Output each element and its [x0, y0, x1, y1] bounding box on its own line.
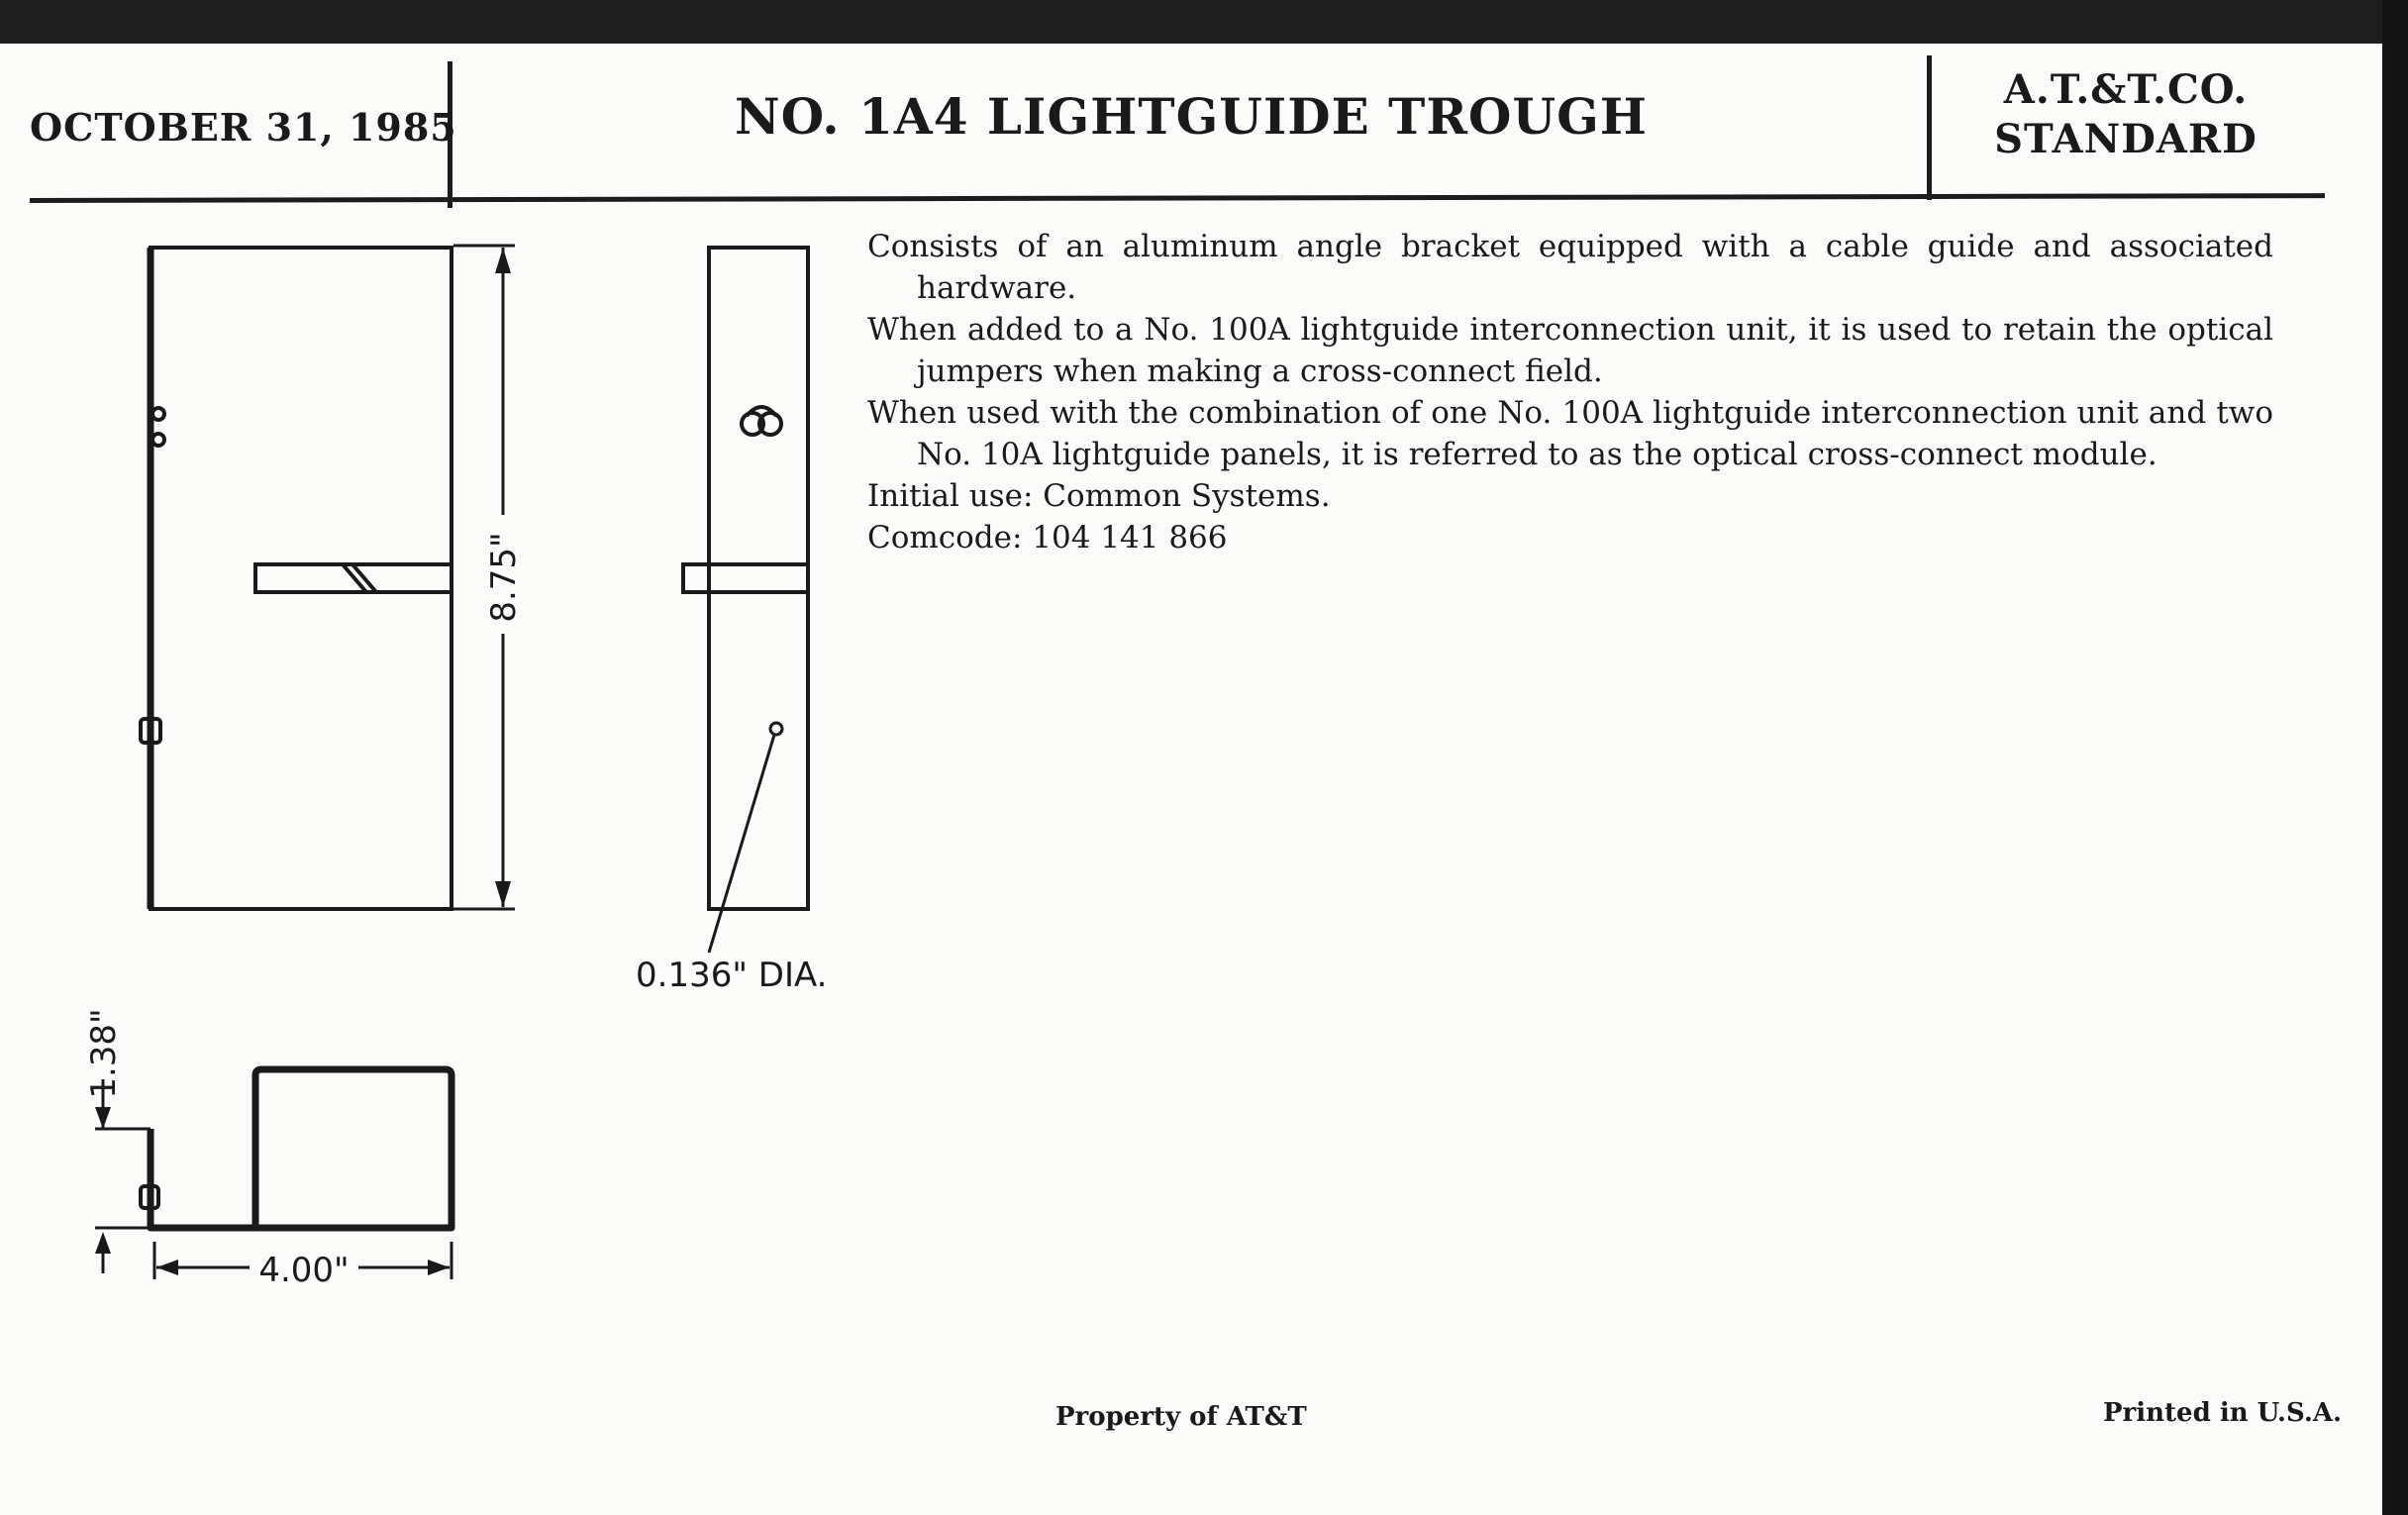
description-paragraph: Consists of an aluminum angle bracket equipped with a cable guide and associated hardware. — [867, 229, 2273, 306]
standard-line-1: A.T.&T.CO. — [2003, 66, 2249, 113]
initial-use: Initial use: Common Systems. — [867, 478, 1331, 514]
front-view — [141, 248, 452, 909]
description-block — [867, 226, 2273, 558]
document-title: NO. 1A4 LIGHTGUIDE TROUGH — [734, 87, 1649, 146]
issue-date: OCTOBER 31, 1985 — [30, 105, 457, 150]
flange-dim-label: 1.38" — [84, 1008, 124, 1099]
section-view — [95, 1069, 452, 1279]
description-paragraph: When used with the combination of one No. 100A lightguide interconnection unit and two No. 10A lightguide panels, it is referred to as the optical cross-connect module. — [867, 395, 2273, 472]
width-dim-label: 4.00" — [258, 1251, 350, 1290]
comcode: Comcode: 104 141 866 — [867, 520, 1228, 556]
hole-dim-label: 0.136" DIA. — [636, 956, 828, 995]
description-paragraph: When added to a No. 100A lightguide interconnection unit, it is used to retain the optical jumpers when making a cross-connect field. — [867, 312, 2273, 389]
property-notice: Property of AT&T — [1055, 1402, 1307, 1432]
printed-notice: Printed in U.S.A. — [2103, 1398, 2343, 1428]
standard-line-2: STANDARD — [1994, 116, 2258, 162]
height-dim-label: 8.75" — [484, 532, 524, 623]
side-view — [683, 248, 808, 953]
